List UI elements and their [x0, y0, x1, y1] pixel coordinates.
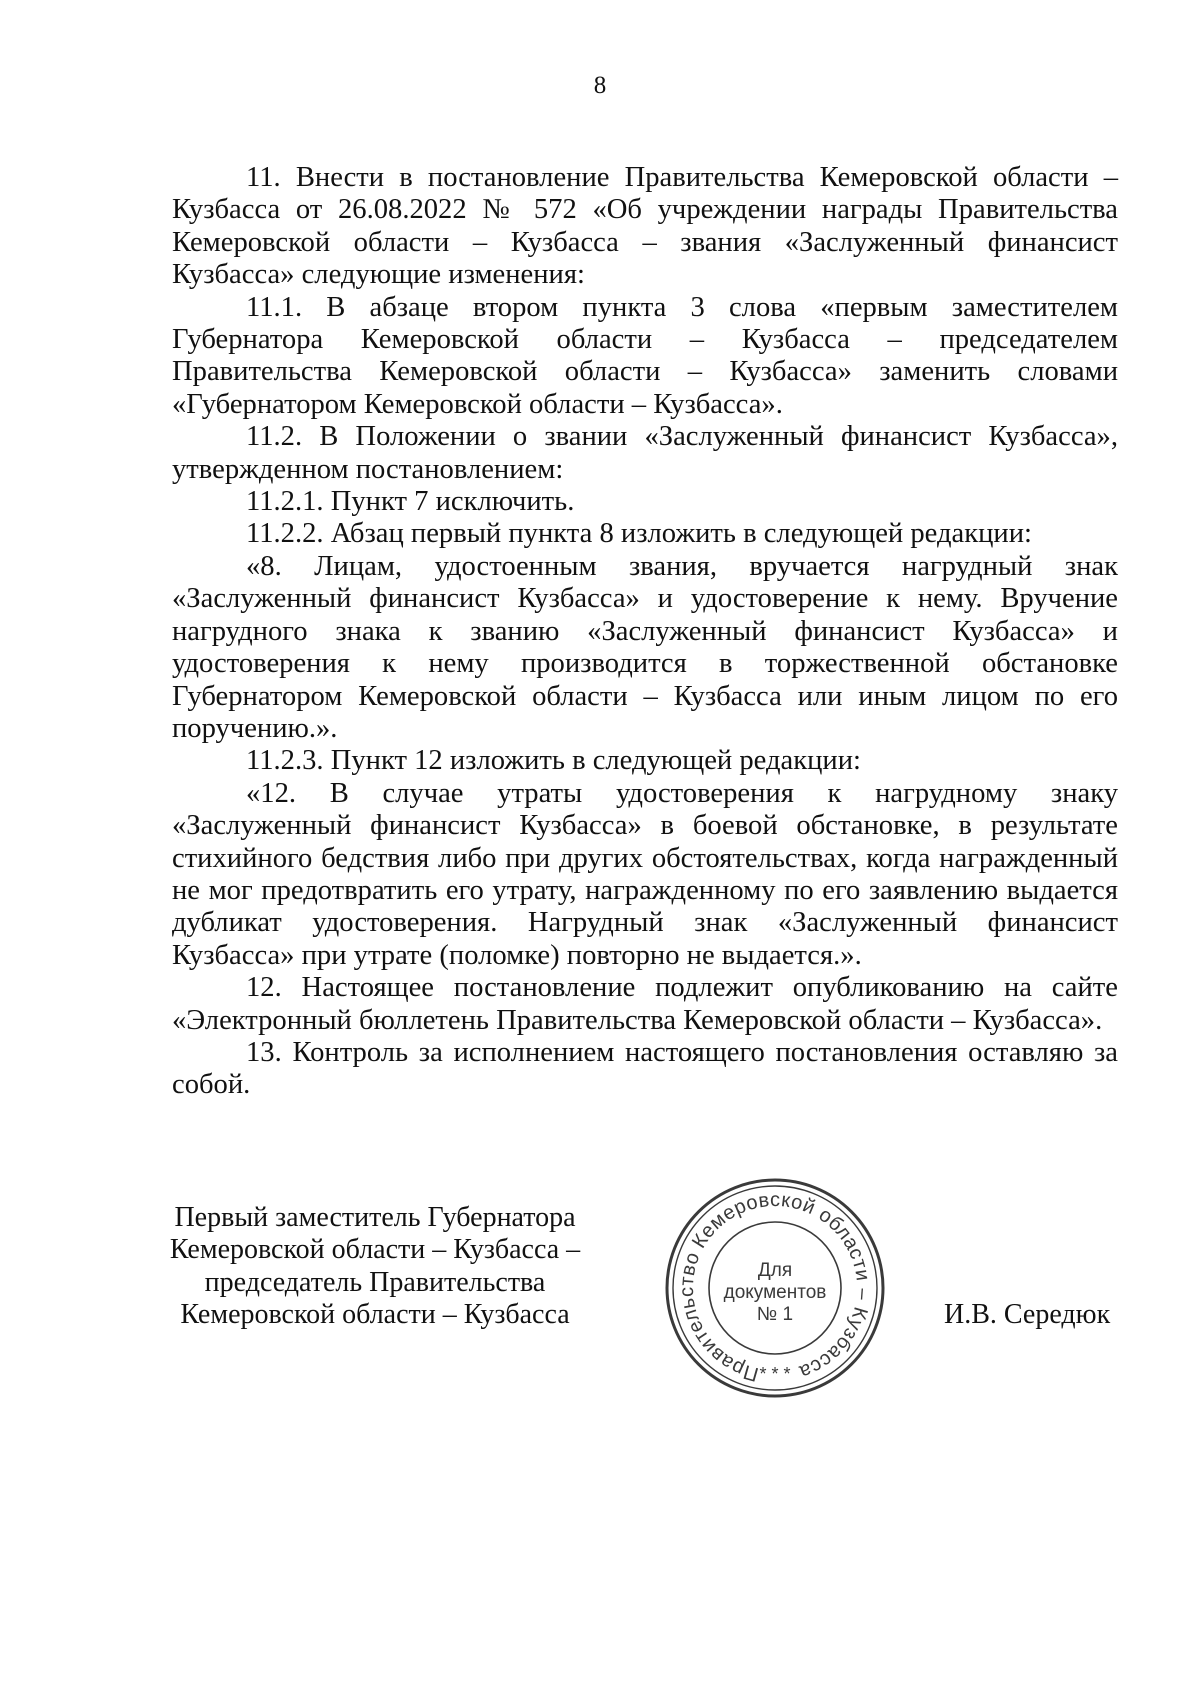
- document-body: [172, 162, 1118, 1102]
- signatory-title-line: Кемеровской области – Кузбасса: [180, 1299, 570, 1331]
- paragraph-11-1: 11.1. В абзаце втором пункта 3 слова «первым заместителем Губернатора Кемеровской области – Кузбасса – председателем Правительства Кемеровской области – Кузбасса» заменить словами «Губернатором Кемеровской области – Кузбасса».: [172, 291, 1118, 420]
- seal-ring-text: Правительство Кемеровской области – Кузбасса: [675, 1188, 875, 1386]
- page-number: 8: [593, 72, 607, 99]
- signatory-title-line: Первый заместитель Губернатора: [174, 1202, 576, 1233]
- paragraph-13: 13. Контроль за исполнением настоящего постановления оставляю за собой.: [172, 1036, 1118, 1101]
- signatory-name: И.В. Середюк: [944, 1299, 1111, 1330]
- paragraph-12: 12. Настоящее постановление подлежит опубликованию на сайте «Электронный бюллетень Правительства Кемеровской области – Кузбасса».: [172, 972, 1118, 1036]
- paragraph-11-2-3: 11.2.3. Пункт 12 изложить в следующей редакции:: [246, 745, 861, 777]
- seal-stars: * * *: [759, 1364, 791, 1384]
- official-seal: [655, 1168, 895, 1408]
- paragraph-11: 11. Внести в постановление Правительства Кемеровской области – Кузбасса от 26.08.2022 № 572 «Об учреждении награды Правительства Кемеровской области – Кузбасса – звания «Заслуженный финансист Кузбасса» следующие изменения:: [172, 162, 1118, 291]
- seal-center-line: № 1: [756, 1304, 794, 1325]
- signatory-title-line: председатель Правительства: [204, 1266, 546, 1298]
- seal-center-line: документов: [723, 1282, 827, 1303]
- seal-graphic: [655, 1168, 895, 1408]
- paragraph-11-2-1: 11.2.1. Пункт 7 исключить.: [246, 486, 575, 518]
- paragraph-11-2: 11.2. В Положении о звании «Заслуженный финансист Кузбасса», утвержденном постановлением:: [172, 421, 1118, 485]
- paragraph-quote-12: «12. В случае утраты удостоверения к нагрудному знаку «Заслуженный финансист Кузбасса» в боевой обстановке, в результате стихийного бедствия либо при других обстоятельствах, когда награжденный не мог предотвратить его утрату, награжденному по его заявлению выдается дубликат удостоверения. Нагрудный знак «Заслуженный финансист Кузбасса» при утрате (поломке) повторно не выдается.».: [172, 777, 1118, 971]
- paragraph-11-2-2: 11.2.2. Абзац первый пункта 8 изложить в следующей редакции:: [246, 518, 1032, 550]
- paragraph-quote-8: «8. Лицам, удостоенным звания, вручается нагрудный знак «Заслуженный финансист Кузбасса» и удостоверение к нему. Вручение нагрудного знака к званию «Заслуженный финансист Кузбасса» и удостоверения к нему производится в торжественной обстановке Губернатором Кемеровской области – Кузбасса или иным лицом по его поручению.».: [172, 550, 1118, 744]
- seal-center-line: Для: [757, 1260, 793, 1281]
- signatory-title-line: Кемеровской области – Кузбасса –: [169, 1234, 581, 1266]
- signatory-title: [150, 1202, 600, 1332]
